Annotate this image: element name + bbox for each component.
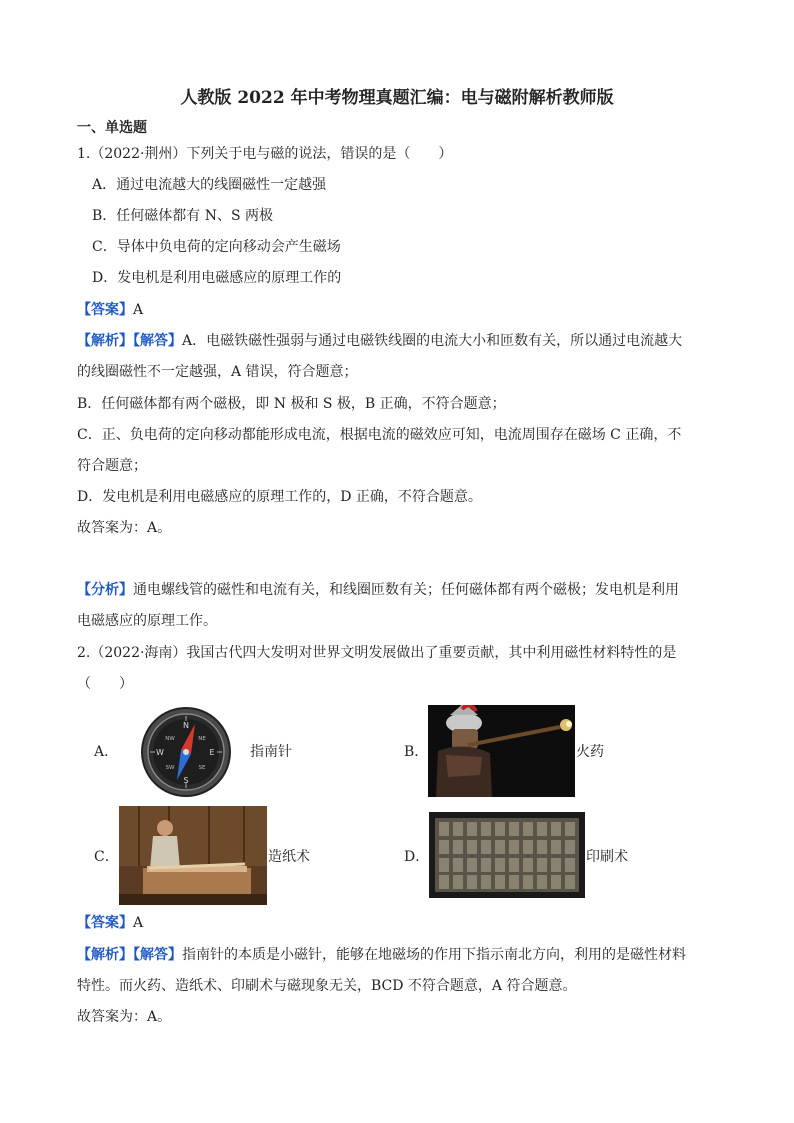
q1-analysis-line-5: 符合题意； [77,458,147,474]
q2-option-b-letter: B． [404,744,429,760]
q2-option-d-label: 印刷术 [586,849,628,865]
solution-tag: 【解答】 [133,333,182,349]
q2-option-d-letter: D． [404,849,430,865]
q1-stem: 1.（2022·荆州）下列关于电与磁的说法，错误的是（ ） [77,146,453,162]
analysis-tag: 【解析】 [77,947,133,963]
q2-stem: 2.（2022·海南）我国古代四大发明对世界文明发展做出了重要贡献，其中利用磁性材料特性的是 [77,645,677,661]
answer-tag: 【答案】 [77,302,133,318]
page-title: 人教版 2022 年中考物理真题汇编：电与磁附解析教师版 [180,88,614,108]
q1-option-d: D．发电机是利用电磁感应的原理工作的 [92,270,342,286]
compass-n: N [183,721,189,730]
q1-answer: A [133,302,144,318]
q2-answer-line [77,913,143,933]
compass-se: SE [198,765,206,771]
compass-sw: SW [165,765,175,771]
q2-analysis-line-2: 特性。而火药、造纸术、印刷术与磁现象无关，BCD 不符合题意，A 符合题意。 [77,978,577,994]
q2-option-c-label: 造纸术 [268,849,310,865]
q1-option-b: B．任何磁体都有 N、S 两极 [92,208,274,224]
compass-w: W [156,748,164,757]
compass-ne: NE [198,736,206,742]
compass-nw: NW [165,736,175,742]
q1-option-a: A．通过电流越大的线圈磁性一定越强 [92,177,327,193]
q2-stem-paren: （ ） [77,676,133,692]
compass-image [140,706,232,798]
q2-answer: A [133,915,144,931]
section-heading: 一、单选题 [77,120,147,136]
q1-analysis-line-2: 的线圈磁性不一定越强，A 错误，符合题意； [77,364,358,380]
q2-option-a-letter: A． [94,744,119,760]
fenxi-tag: 【分析】 [77,582,133,598]
q1-analysis-line-3: B．任何磁体都有两个磁极，即 N 极和 S 极，B 正确，不符合题意； [77,396,506,412]
q2-analysis-line-1: 【解析】【解答】指南针的本质是小磁针，能够在地磁场的作用下指示南北方向，利用的是磁性材料 [77,947,686,963]
q2-option-a-label: 指南针 [250,744,292,760]
gunpowder-image [428,705,575,797]
q1-fenxi-line-1: 【分析】通电螺线管的磁性和电流有关，和线圈匝数有关；任何磁体都有两个磁极；发电机是利用 [77,582,679,598]
q1-answer-line [77,300,143,320]
q1-analysis-line-1: 【解析】【解答】A．电磁铁磁性强弱与通过电磁铁线圈的电流大小和匝数有关，所以通过电流越大 [77,333,683,349]
q1-analysis-line-6: D．发电机是利用电磁感应的原理工作的，D 正确，不符合题意。 [77,489,482,505]
papermaking-image [119,806,267,905]
compass-s: S [183,776,189,785]
q1-fenxi-line-2: 电磁感应的原理工作。 [77,613,217,629]
solution-tag: 【解答】 [133,947,182,963]
q2-option-c-letter: C． [94,849,119,865]
printing-image [429,812,585,898]
compass-e: E [209,748,215,757]
answer-tag: 【答案】 [77,915,133,931]
q1-conclusion: 故答案为：A。 [77,520,172,536]
q1-option-c: C．导体中负电荷的定向移动会产生磁场 [92,239,341,255]
q1-analysis-line-4: C．正、负电荷的定向移动都能形成电流，根据电流的磁效应可知，电流周围存在磁场 C 正确，不 [77,427,682,443]
q2-conclusion: 故答案为：A。 [77,1009,172,1025]
analysis-tag: 【解析】 [77,333,133,349]
q2-option-b-label: 火药 [576,744,604,760]
